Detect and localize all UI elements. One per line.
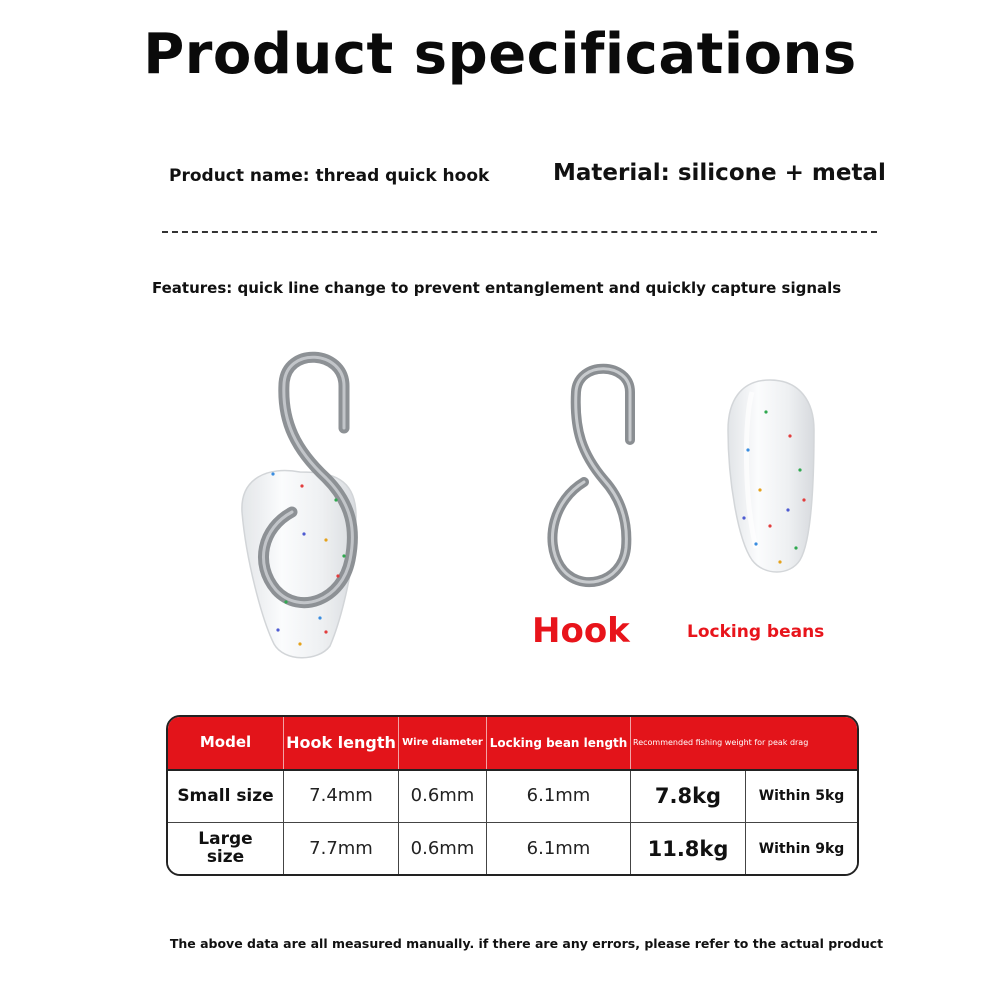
locking-bean-image bbox=[728, 380, 814, 572]
cell-wire-diameter: 0.6mm bbox=[399, 771, 487, 822]
cell-wire-diameter: 0.6mm bbox=[399, 823, 487, 875]
locking-beans-label: Locking beans bbox=[687, 622, 825, 642]
assembled-hook-with-bean bbox=[242, 357, 356, 658]
features-text: Features: quick line change to prevent entanglement and quickly capture signals bbox=[152, 279, 842, 297]
product-name: Product name: thread quick hook bbox=[169, 166, 490, 186]
cell-hook-length: 7.4mm bbox=[284, 771, 399, 822]
hook-label: Hook bbox=[532, 611, 630, 651]
cell-peak-drag: Within 9kg bbox=[758, 840, 845, 857]
product-illustration bbox=[0, 330, 1000, 690]
header-bean-length: Locking bean length bbox=[487, 717, 631, 769]
footnote: The above data are all measured manually. if there are any errors, please refer to the actual product bbox=[169, 936, 884, 951]
header-wire-diameter: Wire diameter bbox=[399, 717, 487, 769]
header-peak-drag bbox=[746, 717, 857, 769]
hook-image bbox=[552, 369, 630, 582]
header-recommended-weight: Recommended fishing weight for peak drag bbox=[633, 737, 809, 747]
cell-model: Large size bbox=[168, 823, 284, 875]
table-row bbox=[168, 822, 857, 875]
cell-model: Small size bbox=[168, 771, 284, 822]
cell-bean-length: 6.1mm bbox=[487, 771, 631, 822]
table-header-row bbox=[168, 717, 857, 769]
material-text: Material: silicone + metal bbox=[553, 160, 886, 186]
cell-weight: 11.8kg bbox=[631, 823, 746, 875]
header-hook-length: Hook length bbox=[284, 717, 399, 769]
page-title: Product specifications bbox=[143, 22, 857, 87]
cell-bean-length: 6.1mm bbox=[487, 823, 631, 875]
spec-table bbox=[166, 715, 859, 876]
header-model: Model bbox=[168, 717, 284, 769]
cell-peak-drag: Within 5kg bbox=[758, 788, 845, 805]
cell-hook-length: 7.7mm bbox=[284, 823, 399, 875]
table-row bbox=[168, 769, 857, 822]
dashed-divider bbox=[162, 231, 877, 233]
cell-weight: 7.8kg bbox=[631, 771, 746, 822]
